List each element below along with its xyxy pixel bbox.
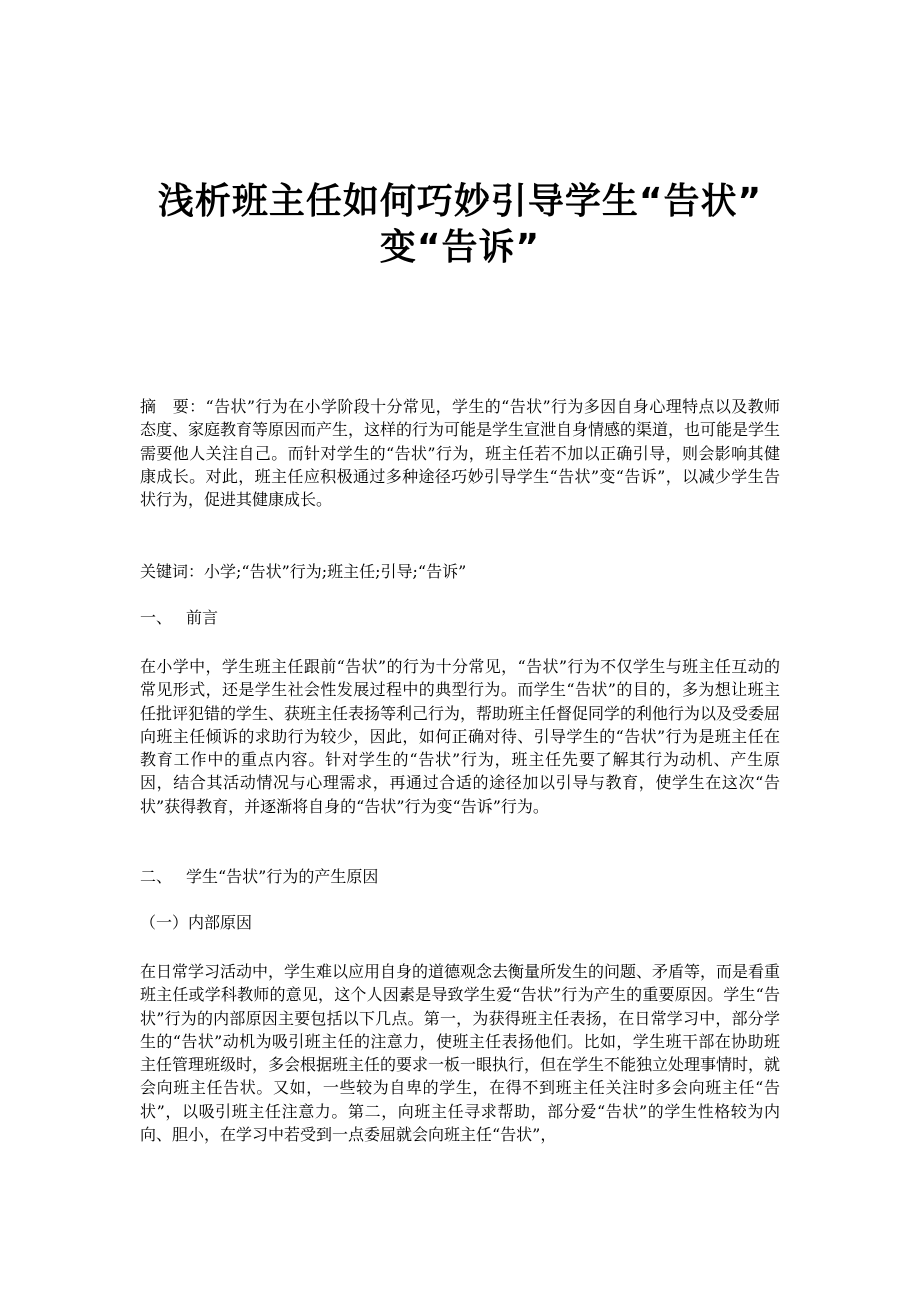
section-number: 一、 — [140, 608, 173, 627]
section-number: 二、 — [140, 867, 173, 886]
document-title-line-1: 浅析班主任如何巧妙引导学生“告状” — [157, 181, 763, 222]
abstract-paragraph: 摘 要：“告状”行为在小学阶段十分常见，学生的“告状”行为多因自身心理特点以及教师态度、家庭教育等原因而产生，这样的行为可能是学生宣泄自身情感的渠道，也可能是学生需要他人关注自己。而针对学生的“告状”行为，班主任若不加以正确引导，则会影响其健康成长。对此，班主任应积极通过多种途径巧妙引导学生“告状”变“告诉”，以减少学生告状行为，促进其健康成长。 — [140, 397, 781, 510]
introduction-paragraph: 在小学中，学生班主任跟前“告状”的行为十分常见，“告状”行为不仅学生与班主任互动的常见形式，还是学生社会性发展过程中的典型行为。而学生“告状”的目的，多为想让班主任批评犯错的学生、获班主任表扬等利己行为，帮助班主任督促同学的利他行为以及受委屈向班主任倾诉的求助行为较少，因此，如何正确对待、引导学生的“告状”行为是班主任在教育工作中的重点内容。针对学生的“告状”行为，班主任先要了解其行为动机、产生原因，结合其活动情况与心理需求，再通过合适的途径加以引导与教育，使学生在这次“告状”获得教育，并逐渐将自身的“告状”行为变“告诉”行为。 — [140, 657, 781, 816]
section-heading-causes — [140, 866, 780, 888]
internal-causes-paragraph: 在日常学习活动中，学生难以应用自身的道德观念去衡量所发生的问题、矛盾等，而是看重班主任或学科教师的意见，这个人因素是导致学生爱“告状”行为产生的重要原因。学生“告状”行为的内部原因主要包括以下几点。第一，为获得班主任表扬，在日常学习中，部分学生的“告状”动机为吸引班主任的注意力，使班主任表扬他们。比如，学生班干部在协助班主任管理班级时，多会根据班主任的要求一板一眼执行，但在学生不能独立处理事情时，就会向班主任告状。又如，一些较为自卑的学生，在得不到班主任关注时多会向班主任“告状”，以吸引班主任注意力。第二，向班主任寻求帮助，部分爱“告状”的学生性格较为内向、胆小，在学习中若受到一点委屈就会向班主任“告状”， — [140, 962, 781, 1145]
section-title: 前言 — [186, 608, 219, 627]
keywords-line: 关键词：小学;“告状”行为;班主任;引导;“告诉” — [140, 562, 467, 581]
section-title: 学生“告状”行为的产生原因 — [186, 867, 379, 886]
document-title-line-2: 变“告诉” — [379, 227, 541, 268]
subsection-heading-internal-causes: （一）内部原因 — [140, 913, 253, 932]
section-heading-introduction — [140, 607, 780, 629]
